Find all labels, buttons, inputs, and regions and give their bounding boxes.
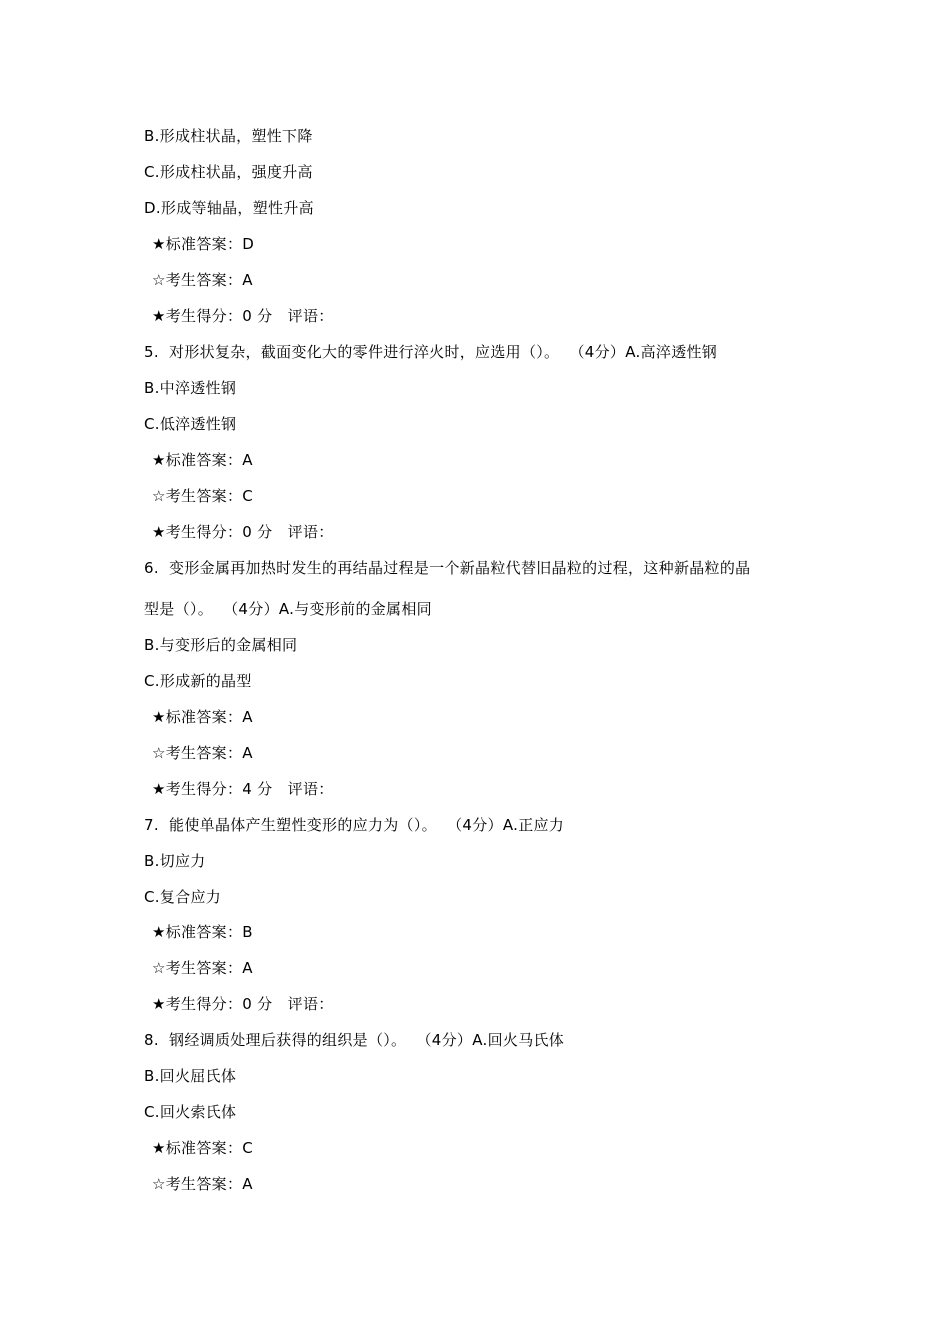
option-line: B.切应力 xyxy=(144,852,206,870)
student-answer: ☆考生答案：A xyxy=(152,271,253,289)
option-line: C.低淬透性钢 xyxy=(144,415,237,433)
option-line: C.形成柱状晶，强度升高 xyxy=(144,163,313,181)
standard-answer: ★标准答案：C xyxy=(152,1139,254,1157)
student-answer: ☆考生答案：A xyxy=(152,959,253,977)
option-line: B.回火屈氏体 xyxy=(144,1067,237,1085)
student-score: ★考生得分：0 分 评语： xyxy=(152,307,334,325)
student-answer: ☆考生答案：A xyxy=(152,744,253,762)
question-6: 6. 变形金属再加热时发生的再结晶过程是一个新晶粒代替旧晶粒的过程，这种新晶粒的晶 xyxy=(144,559,751,577)
standard-answer: ★标准答案：A xyxy=(152,708,253,726)
option-line: C.形成新的晶型 xyxy=(144,672,252,690)
student-score: ★考生得分：0 分 评语： xyxy=(152,995,334,1013)
question-6-continued: 型是（）。 （4分）A.与变形前的金属相同 xyxy=(144,600,432,618)
option-line: B.形成柱状晶，塑性下降 xyxy=(144,127,313,145)
question-7: 7. 能使单晶体产生塑性变形的应力为（）。 （4分）A.正应力 xyxy=(144,816,565,834)
option-line: D.形成等轴晶，塑性升高 xyxy=(144,199,314,217)
option-line: C.复合应力 xyxy=(144,888,222,906)
question-5: 5. 对形状复杂，截面变化大的零件进行淬火时，应选用（）。 （4分）A.高淬透性钢 xyxy=(144,343,718,361)
question-8: 8. 钢经调质处理后获得的组织是（）。 （4分）A.回火马氏体 xyxy=(144,1031,565,1049)
option-line: B.中淬透性钢 xyxy=(144,379,237,397)
student-score: ★考生得分：4 分 评语： xyxy=(152,780,334,798)
student-score: ★考生得分：0 分 评语： xyxy=(152,523,334,541)
student-answer: ☆考生答案：C xyxy=(152,487,254,505)
standard-answer: ★标准答案：A xyxy=(152,451,253,469)
student-answer: ☆考生答案：A xyxy=(152,1175,253,1193)
option-line: B.与变形后的金属相同 xyxy=(144,636,298,654)
option-line: C.回火索氏体 xyxy=(144,1103,237,1121)
standard-answer: ★标准答案：D xyxy=(152,235,255,253)
standard-answer: ★标准答案：B xyxy=(152,923,253,941)
